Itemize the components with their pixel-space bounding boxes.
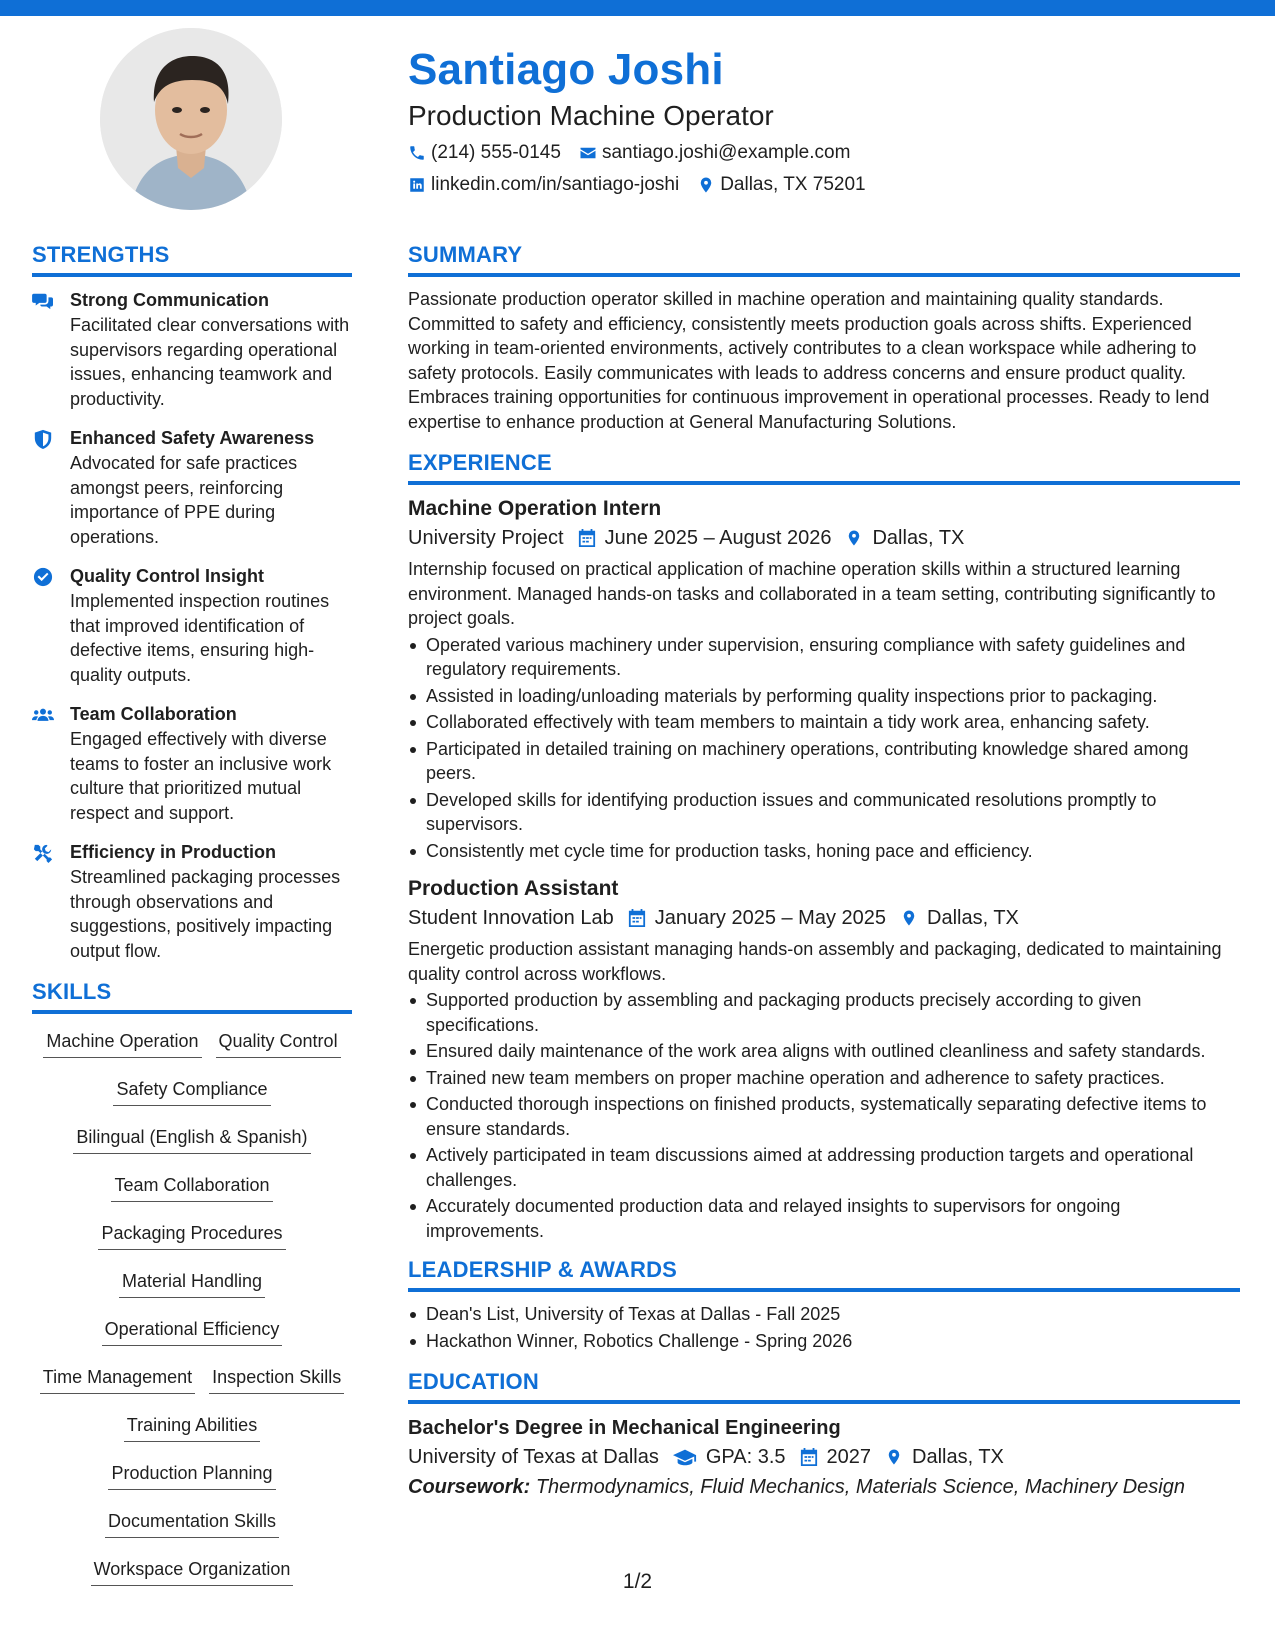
coursework-text: Thermodynamics, Fluid Mechanics, Materials Science, Machinery Design (535, 1476, 1185, 1498)
edu-location (885, 1442, 1004, 1472)
job-org (408, 903, 614, 933)
strength-item (32, 563, 352, 687)
bullet-item: Operated various machinery under supervision, ensuring compliance with safety guidelines and regulatory requirements. (408, 633, 1240, 682)
strength-item (32, 425, 352, 549)
awards-list (408, 1302, 1240, 1353)
bullet-item: Accurately documented production data and relayed insights to supervisors for ongoing improvements. (408, 1194, 1240, 1243)
bullet-item: Assisted in loading/unloading materials by performing quality inspections prior to packaging. (408, 684, 1240, 709)
job-description: Energetic production assistant managing hands-on assembly and packaging, dedicated to maintaining quality control across workflows. (408, 939, 1222, 984)
job-meta (408, 903, 1240, 933)
contact-row-2 (408, 170, 1228, 200)
bullet-item: Supported production by assembling and packaging products precisely according to given specifications. (408, 988, 1240, 1037)
degree-title: Bachelor's Degree in Mechanical Engineering (408, 1417, 841, 1439)
job-dates (578, 523, 832, 553)
strength-item (32, 287, 352, 411)
job-dates-text: June 2025 – August 2026 (604, 527, 832, 549)
gpa-text: GPA: 3.5 (705, 1446, 786, 1468)
phone-text: (214) 555-0145 (431, 142, 561, 163)
education-heading: EDUCATION (408, 1367, 1240, 1404)
job-org-text: University Project (408, 527, 564, 549)
bullet-item: Actively participated in team discussions aimed at addressing production targets and operational challenges. (408, 1143, 1240, 1192)
envelope-icon (579, 144, 597, 162)
job-location-text: Dallas, TX (872, 527, 965, 549)
map-pin-icon (900, 908, 918, 928)
graduation-cap-icon (673, 1447, 697, 1467)
candidate-role: Production Machine Operator (408, 100, 774, 131)
job-meta (408, 523, 1240, 553)
email-item[interactable] (579, 138, 850, 168)
skill-tag: Workspace Organization (91, 1552, 294, 1586)
strength-title: Strong Communication (70, 290, 269, 310)
edu-location-text: Dallas, TX (912, 1446, 1004, 1468)
check-circle-icon (32, 567, 54, 587)
skill-tag: Packaging Procedures (98, 1216, 285, 1250)
job-entry (408, 875, 1240, 1243)
job-location (845, 523, 964, 553)
left-column (32, 240, 352, 1600)
award-item: Hackathon Winner, Robotics Challenge - Spring 2026 (408, 1329, 1240, 1354)
summary-heading: SUMMARY (408, 240, 1240, 277)
strength-desc: Facilitated clear conversations with supervisors regarding operational issues, enhancing teamwork and productivity. (70, 315, 350, 409)
job-dates-text: January 2025 – May 2025 (654, 907, 887, 929)
right-column (408, 240, 1240, 1502)
shield-icon (32, 429, 54, 449)
linkedin-text[interactable]: linkedin.com/in/santiago-joshi (431, 174, 680, 195)
job-org-text: Student Innovation Lab (408, 907, 614, 929)
school (408, 1442, 659, 1472)
strength-title: Enhanced Safety Awareness (70, 428, 315, 448)
location-item (697, 170, 865, 200)
tools-icon (32, 843, 54, 863)
bullet-item: Collaborated effectively with team members to maintain a tidy work area, enhancing safety. (408, 710, 1240, 735)
linkedin-icon (408, 176, 426, 194)
job-entry (408, 495, 1240, 863)
page-number: 1/2 (622, 1570, 653, 1593)
resume-header (408, 44, 1228, 200)
coursework (408, 1472, 1240, 1502)
gpa (673, 1442, 786, 1472)
skill-tag: Quality Control (216, 1024, 341, 1058)
calendar-icon (578, 528, 596, 548)
users-icon (32, 705, 54, 725)
strength-desc: Engaged effectively with diverse teams to foster an inclusive work culture that prioritized mutual respect and support. (70, 729, 332, 823)
profile-photo-illustration (100, 28, 282, 210)
skill-tag: Inspection Skills (209, 1360, 344, 1394)
job-title: Machine Operation Intern (408, 497, 662, 520)
strengths-heading: STRENGTHS (32, 240, 352, 277)
calendar-icon (800, 1447, 818, 1467)
award-item: Dean's List, University of Texas at Dallas - Fall 2025 (408, 1302, 1240, 1327)
comments-icon (32, 291, 54, 311)
contact-row-1 (408, 138, 1228, 168)
strength-item (32, 839, 352, 963)
skill-tag: Production Planning (108, 1456, 275, 1490)
profile-photo (100, 28, 282, 210)
job-bullets (408, 633, 1240, 864)
job-bullets (408, 988, 1240, 1243)
map-pin-icon (885, 1447, 903, 1467)
calendar-icon (628, 908, 646, 928)
education-meta (408, 1442, 1240, 1472)
bullet-item: Developed skills for identifying production issues and communicated resolutions promptly to supervisors. (408, 788, 1240, 837)
bullet-item: Trained new team members on proper machine operation and adherence to safety practices. (408, 1066, 1240, 1091)
awards-heading: LEADERSHIP & AWARDS (408, 1255, 1240, 1292)
email-text[interactable]: santiago.joshi@example.com (601, 142, 851, 163)
skill-tag: Time Management (40, 1360, 195, 1394)
bullet-item: Participated in detailed training on machinery operations, contributing knowledge shared among peers. (408, 737, 1240, 786)
skill-tag: Material Handling (119, 1264, 265, 1298)
phone-icon (408, 144, 426, 162)
strength-title: Quality Control Insight (70, 566, 264, 586)
skill-tag: Bilingual (English & Spanish) (73, 1120, 310, 1154)
job-dates (628, 903, 886, 933)
map-pin-icon (845, 528, 863, 548)
job-org (408, 523, 564, 553)
grad-year-text: 2027 (826, 1446, 872, 1468)
job-title: Production Assistant (408, 877, 619, 900)
skill-tag: Safety Compliance (113, 1072, 270, 1106)
linkedin-item[interactable] (408, 170, 679, 200)
summary-text: Passionate production operator skilled in machine operation and maintaining quality standards. Committed to safety and efficiency, consistently meets production goals across shifts. Experienced working in team-oriented environments, actively contributes to a clean workspace while adhering to safety protocols. Easily communicates with leads to address concerns and ensure product quality. Embraces training opportunities for continuous improvement in operational processes. Ready to lend expertise to enhance production at General Manufacturing Solutions. (408, 289, 1210, 432)
skill-tag: Training Abilities (124, 1408, 260, 1442)
skill-tag: Operational Efficiency (102, 1312, 283, 1346)
skill-tag: Team Collaboration (111, 1168, 272, 1202)
phone-item (408, 138, 561, 168)
skills-heading: SKILLS (32, 977, 352, 1014)
skill-tag: Machine Operation (43, 1024, 201, 1058)
coursework-label: Coursework: (408, 1476, 531, 1498)
grad-year (800, 1442, 872, 1472)
skills-list (32, 1024, 352, 1600)
school-text: University of Texas at Dallas (408, 1446, 659, 1468)
job-location (900, 903, 1019, 933)
strength-title: Efficiency in Production (70, 842, 277, 862)
bullet-item: Ensured daily maintenance of the work area aligns with outlined cleanliness and safety standards. (408, 1039, 1240, 1064)
job-location-text: Dallas, TX (927, 907, 1019, 929)
top-accent-bar (0, 0, 1275, 16)
location-text: Dallas, TX 75201 (720, 174, 866, 195)
candidate-name: Santiago Joshi (408, 45, 724, 94)
strength-desc: Advocated for safe practices amongst peers, reinforcing importance of PPE during operations. (70, 453, 298, 547)
strength-desc: Streamlined packaging processes through observations and suggestions, positively impacting output flow. (70, 867, 341, 961)
bullet-item: Conducted thorough inspections on finished products, systematically separating defective items to ensure standards. (408, 1092, 1240, 1141)
job-description: Internship focused on practical application of machine operation skills within a structured learning environment. Managed hands-on tasks and collaborated in a team setting, contributing significantly to project goals. (408, 559, 1216, 628)
bullet-item: Consistently met cycle time for production tasks, honing pace and efficiency. (408, 839, 1240, 864)
strength-desc: Implemented inspection routines that improved identification of defective items, ensuring high-quality outputs. (70, 591, 330, 685)
skill-tag: Documentation Skills (105, 1504, 279, 1538)
strength-title: Team Collaboration (70, 704, 237, 724)
map-pin-icon (697, 176, 715, 194)
experience-heading: EXPERIENCE (408, 448, 1240, 485)
strength-item (32, 701, 352, 825)
